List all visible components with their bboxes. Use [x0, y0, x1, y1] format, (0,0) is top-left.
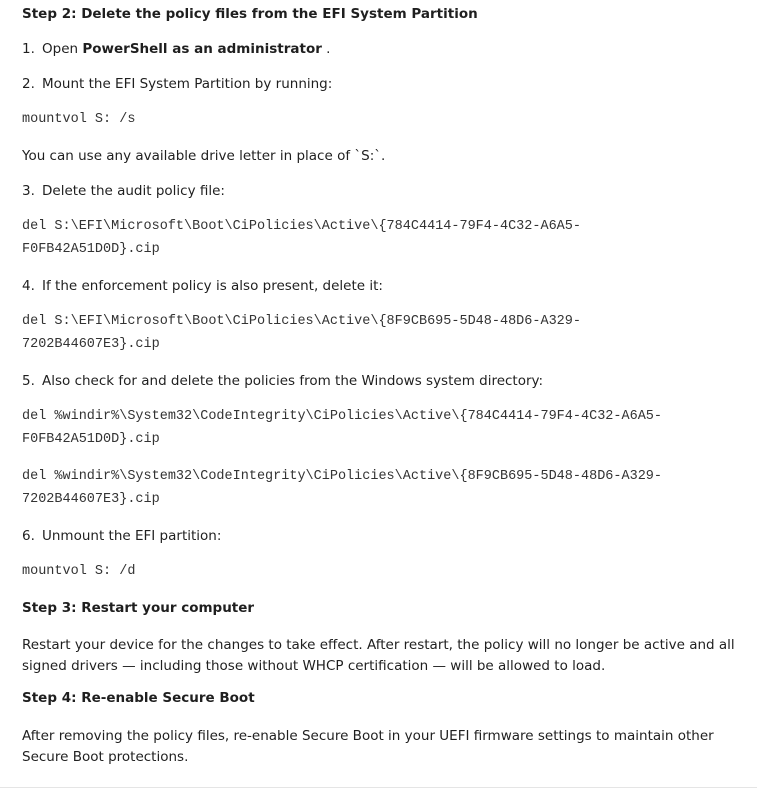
list-number: 3. — [22, 183, 35, 199]
list-text: Unmount the EFI partition: — [42, 528, 222, 544]
list-text: Mount the EFI System Partition by running: — [42, 76, 333, 92]
list-number: 2. — [22, 76, 35, 92]
code-line: del S:\EFI\Microsoft\Boot\CiPolicies\Active\{784C4414-79F4-4C32-A6A5- — [22, 219, 581, 234]
code-line: del S:\EFI\Microsoft\Boot\CiPolicies\Active\{8F9CB695-5D48-48D6-A329- — [22, 314, 581, 329]
list-text: Also check for and delete the policies from the Windows system directory: — [42, 373, 544, 389]
list-text: Delete the audit policy file: — [42, 183, 225, 199]
step2-heading: Step 2: Delete the policy files from the EFI System Partition — [22, 6, 478, 22]
list-text: If the enforcement policy is also present, delete it: — [42, 278, 383, 294]
code-block — [22, 560, 135, 583]
code-line: mountvol S: /s — [22, 112, 136, 127]
body-line: signed drivers — including those without WHCP certification — will be allowed to load. — [22, 658, 606, 674]
code-block — [22, 405, 662, 451]
list-number: 6. — [22, 528, 35, 544]
code-block — [22, 310, 581, 356]
list-item — [22, 528, 221, 544]
list-number: 5. — [22, 373, 35, 389]
list-number: 4. — [22, 278, 35, 294]
divider — [0, 787, 757, 788]
code-line: 7202B44607E3}.cip — [22, 492, 160, 507]
code-block — [22, 465, 662, 511]
list-number: 1. — [22, 41, 35, 57]
paragraph: You can use any available drive letter in place of `S:`. — [22, 148, 386, 164]
code-line: del %windir%\System32\CodeIntegrity\CiPolicies\Active\{8F9CB695-5D48-48D6-A329- — [22, 469, 663, 484]
body-line: After removing the policy files, re-enable Secure Boot in your UEFI firmware settings to maintain other — [22, 728, 714, 744]
code-line: 7202B44607E3}.cip — [22, 337, 160, 352]
body-line: Secure Boot protections. — [22, 749, 189, 765]
step4-heading: Step 4: Re-enable Secure Boot — [22, 690, 255, 706]
list-item — [22, 373, 543, 389]
code-block — [22, 215, 581, 261]
list-item — [22, 278, 383, 294]
code-line: mountvol S: /d — [22, 564, 136, 579]
step3-heading: Step 3: Restart your computer — [22, 600, 255, 616]
code-line: F0FB42A51D0D}.cip — [22, 242, 160, 257]
code-block — [22, 108, 135, 131]
code-line: F0FB42A51D0D}.cip — [22, 432, 160, 447]
list-text: . — [321, 41, 331, 57]
step4-body — [22, 726, 714, 768]
list-text-bold: PowerShell as an administrator — [82, 41, 322, 57]
list-item — [22, 41, 330, 57]
list-item — [22, 76, 332, 92]
code-line: del %windir%\System32\CodeIntegrity\CiPolicies\Active\{784C4414-79F4-4C32-A6A5- — [22, 409, 663, 424]
step3-body — [22, 635, 735, 677]
body-line: Restart your device for the changes to take effect. After restart, the policy will no longer be active and all — [22, 637, 735, 653]
list-item — [22, 183, 225, 199]
list-text: Open — [42, 41, 83, 57]
